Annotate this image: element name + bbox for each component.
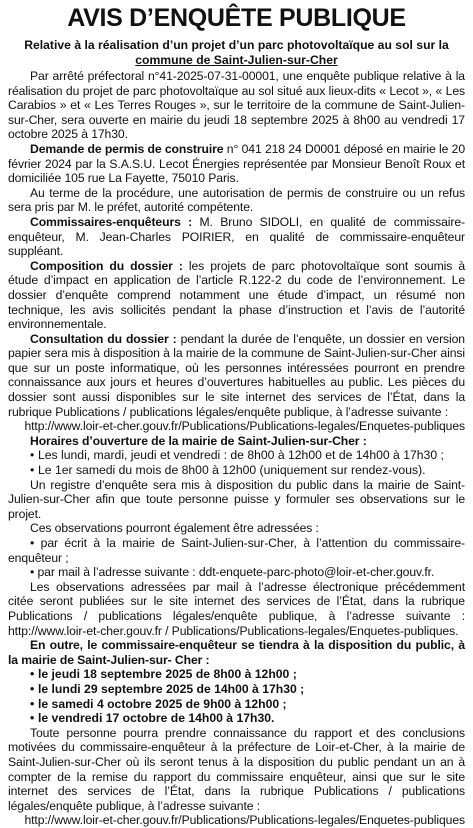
subtitle-line-1: Relative à la réalisation d’un projet d’un parc photovoltaïque au sol sur la xyxy=(24,38,449,52)
subtitle-line-2: commune de Saint-Julien-sur-Cher xyxy=(135,53,338,67)
bullet-icon: • xyxy=(30,536,35,550)
list-item: • le jeudi 18 septembre 2025 de 8h00 à 12h00 ; xyxy=(30,667,297,682)
hours-heading: Horaires d’ouverture de la mairie de Saint-Julien-sur-Cher : xyxy=(30,433,367,448)
permanence-heading: En outre, le commissaire-enquêteur se tiendra à la disposition du public, à la mairie de Saint-Julien-sur- Cher : xyxy=(8,638,465,667)
consultation-label: Consultation du dossier : xyxy=(30,331,177,346)
publication-paragraph: Les observations adressées par mail à l’adresse électronique précédemment citée seront publiées sur le site internet des services de l’État, dans la rubrique Publications / publications légales/enquête publique, à l’adresse suivante : http://www.loir-et-cher.gouv.fr / Publications/Publications-legales/Enquetes-publiques. xyxy=(8,579,465,638)
report-paragraph: Toute personne pourra prendre connaissance du rapport et des conclusions motivées du commissaire-enquêteur à la préfecture de Loir-et-Cher, à la mairie de Saint-Julien-sur-Cher où ils seront tenus à la disposition du public pendant un an à compter de la remise du rapport du commissaire enquêteur, ainsi que sur le site internet des services de l’État, dans la rubrique Publications / publications légales/enquête publique, à l’adresse suivante : xyxy=(8,725,465,813)
bullet-icon: • xyxy=(30,711,35,726)
decision-paragraph: Au terme de la procédure, une autorisation de permis de construire ou un refus sera pris par M. le préfet, autorité compétente. xyxy=(8,185,465,215)
register-paragraph: Un registre d’enquête sera mis à disposition du public dans la mairie de Saint-Julien-sur-Cher afin que toute personne puisse y formuler ses observations sur le projet. xyxy=(8,477,465,521)
consultation-paragraph xyxy=(8,332,465,420)
observations-item-letter: • par écrit à la mairie de Saint-Julien-sur-Cher, à l’attention du commissaire-enquêteur ; xyxy=(8,536,465,565)
bullet-icon: • xyxy=(30,565,35,580)
permit-label: Demande de permis de construire xyxy=(30,141,224,156)
composition-text: les projets de parc photovoltaïque sont soumis à étude d’impact en application de l’article R.122-2 du code de l’environnement. Le dossier d’enquête comprend notamment une étude d’impact, un résumé non technique, les avis sollicités pendant la phase d’instruction et l’avis de l’autorité environnementale. xyxy=(8,258,465,332)
commissioners-paragraph xyxy=(8,215,465,259)
bullet-icon: • xyxy=(30,448,35,463)
notice-subtitle xyxy=(8,38,465,68)
consultation-text: pendant la durée de l’enquête, un dossier en version papier sera mis à disposition à la mairie de la commune de Saint-Julien-sur-Cher ainsi que sur un poste informatique, où les personnes intéressées pourront en prendre connaissance aux jours et heures d’ouvertures habituelles au public. Les pièces du dossier sont aussi disponibles sur le site internet des services de l’État, dans la rubrique Publications / publications légales/enquête publique, à l’adresse suivante : xyxy=(8,331,465,419)
consultation-url[interactable]: http://www.loir-et-cher.gouv.fr/Publications/Publications-legales/Enquetes-publiques xyxy=(24,419,465,434)
composition-label: Composition du dossier : xyxy=(30,258,183,273)
list-item: • Le 1er samedi du mois de 8h00 à 12h00 (uniquement sur rendez-vous). xyxy=(30,463,426,478)
notice-title: AVIS D’ENQUÊTE PUBLIQUE xyxy=(67,4,406,32)
observations-item-mail: • par mail à l’adresse suivante : ddt-enquete-parc-photo@loir-et-cher.gouv.fr. xyxy=(30,565,435,580)
commissioners-label: Commissaires-enquêteurs : xyxy=(30,214,193,229)
report-url[interactable]: http://www.loir-et-cher.gouv.fr/Publications/Publications-legales/Enquetes-publiques xyxy=(24,813,465,828)
bullet-icon: • xyxy=(30,681,35,696)
list-item: • le vendredi 17 octobre de 14h00 à 17h30. xyxy=(30,711,275,726)
list-item: • le samedi 4 octobre 2025 de 9h00 à 12h00 ; xyxy=(30,696,287,711)
bullet-icon: • xyxy=(30,696,35,711)
bullet-icon: • xyxy=(30,667,35,682)
observations-intro: Ces observations pourront également être adressées : xyxy=(30,521,319,536)
list-item: • le lundi 29 septembre 2025 de 14h00 à 17h30 ; xyxy=(30,681,305,696)
permanence-list xyxy=(8,667,465,725)
commissioners-text: M. Bruno SIDOLI, en qualité de commissaire-enquêteur, M. Jean-Charles POIRIER, en qualité de commissaire-enquêteur suppléant. xyxy=(8,214,465,259)
permit-text: n° 041 218 24 D0001 déposé en mairie le 20 février 2024 par la S.A.S.U. Lecot Énergies représentée par Monsieur Benoît Roux et domiciliée 105 rue La Fayette, 75010 Paris. xyxy=(8,141,465,186)
hours-list xyxy=(8,448,465,477)
intro-paragraph: Par arrêté préfectoral n°41-2025-07-31-00001, une enquête publique relative à la réalisation du projet de parc photovoltaïque au sol situé aux lieux-dits « Lecot », « Les Carabios » et « Les Terres Rouges », sur le territoire de la commune de Saint-Julien-sur-Cher, sera ouverte en mairie du jeudi 18 septembre 2025 à 8h00 au vendredi 17 octobre 2025 à 17h30. xyxy=(8,69,465,142)
list-item: • Les lundi, mardi, jeudi et vendredi : de 8h00 à 12h00 et de 14h00 à 17h30 ; xyxy=(30,448,444,463)
bullet-icon: • xyxy=(30,463,35,478)
composition-paragraph xyxy=(8,259,465,332)
permit-paragraph xyxy=(8,142,465,186)
